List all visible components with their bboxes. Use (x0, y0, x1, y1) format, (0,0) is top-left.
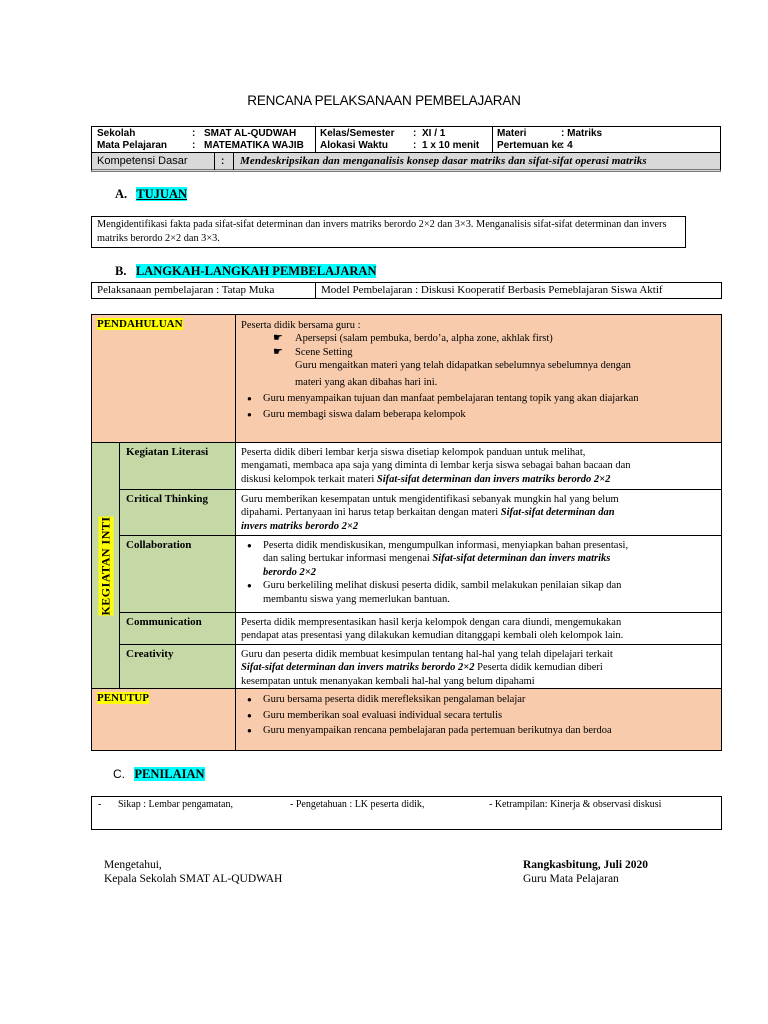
section-c-heading (113, 767, 205, 782)
pertemuan-label: Pertemuan ke (497, 140, 563, 151)
mapel-value: MATEMATIKA WAJIB (204, 140, 304, 151)
communication-label: Communication (126, 616, 202, 628)
signature-right (523, 859, 648, 886)
pendahuluan-label-cell (92, 315, 236, 442)
identity-table (91, 126, 721, 172)
alokasi-value: 1 x 10 menit (422, 140, 480, 151)
bullet-item: ● Guru bersama peserta didik merefleksikan pengalaman belajar (241, 692, 716, 708)
sekolah-value: SMAT AL-QUDWAH (204, 128, 297, 139)
colon: : (192, 140, 196, 151)
pertemuan-value: : 4 (561, 140, 573, 151)
kd-value: Mendeskripsikan dan menganalisis konsep dasar matriks dan sifat-sifat operasi matriks (240, 155, 647, 167)
pendahuluan-item: Apersepsi (salam pembuka, berdo’a, alpha zone, akhlak first) (295, 333, 553, 345)
tujuan-text: Mengidentifikasi fakta pada sifat-sifat determinan dan invers matriks berordo 2×2 dan 3×3. Menganalisis sifat-sifat determinan dan invers matriks berordo 2×2 dan 3×3. (97, 219, 667, 244)
mapel-label: Mata Pelajaran (97, 140, 168, 151)
pointing-hand-icon: ☛ (273, 345, 283, 358)
critical-content: Guru memberikan kesempatan untuk mengidentifikasi sebanyak mungkin hal yang belum dipahami. Pertanyaan ini harus tetap berkaitan dengan materi Sifat-sifat determinan dan invers matriks berordo 2×2 (241, 494, 619, 532)
critical-thinking-row (120, 490, 721, 536)
communication-content: Peserta didik mempresentasikan hasil kerja kelompok dengan cara diundi, mengemukakan pendapat atas presentasi yang dilakukan kemudian ditanggapi kembali oleh kelompok lain. (241, 617, 624, 642)
collaboration-row (120, 536, 721, 613)
signature-left-line2: Kepala Sekolah SMAT AL-QUDWAH (104, 872, 283, 885)
penutup-content (236, 689, 721, 750)
literasi-label: Kegiatan Literasi (126, 446, 209, 458)
materi-value: : Matriks (561, 128, 603, 139)
bullet-item: ● Guru menyampaikan rencana pembelajaran pada pertemuan berikutnya dan berdoa (241, 723, 716, 739)
bullet-item: ● Guru memberikan soal evaluasi individual secara tertulis (241, 708, 716, 724)
section-title: TUJUAN (136, 187, 188, 201)
section-title: LANGKAH-LANGKAH PEMBELAJARAN (135, 264, 377, 278)
section-b-heading (115, 264, 376, 279)
scene-setting-desc: Guru mengaitkan materi yang telah didapatkan sebelumnya sebelumnya dengan (295, 360, 631, 372)
creativity-content: Guru dan peserta didik membuat kesimpulan tentang hal-hal yang telah dipelajari terkait Sifat-sifat determinan dan invers matriks berordo 2×2 Peserta didik kemudian diberi kesempatan untuk menanyakan kembali hal-hal yang belum dipahami (241, 649, 613, 687)
penilaian-box (91, 796, 722, 830)
pendahuluan-row (92, 315, 721, 443)
activity-table (91, 314, 722, 751)
bullet-item: ● Guru menyampaikan tujuan dan manfaat pembelajaran tentang topik yang akan diajarkan (241, 392, 716, 405)
penutup-row (92, 689, 721, 750)
kegiatan-inti-label: KEGIATAN INTI (98, 515, 112, 616)
creativity-label: Creativity (126, 648, 174, 660)
collaboration-content: ● Peserta didik mendiskusikan, mengumpulkan informasi, menyiapkan bahan presentasi, dan saling bertukar informasi mengenai Sifat-sifat determinan dan invers matriks berordo 2×2 ● Guru berkeliling melihat diskusi peserta didik, sambil melakukan penilaian sikap dan membantu siswa yang memerlukan bantuan. (236, 536, 721, 612)
page-title: RENCANA PELAKSANAAN PEMBELAJARAN (247, 93, 521, 108)
pengetahuan-text: - Pengetahuan : LK peserta didik, (290, 799, 425, 810)
collaboration-label: Collaboration (126, 539, 192, 551)
kd-label: Kompetensi Dasar (97, 155, 188, 167)
colon: : (221, 156, 225, 167)
pendahuluan-intro: Peserta didik bersama guru : (241, 320, 361, 331)
critical-label: Critical Thinking (126, 493, 209, 505)
pointing-hand-icon: ☛ (273, 332, 283, 345)
bullet-item: ● Peserta didik mendiskusikan, mengumpulkan informasi, menyiapkan bahan presentasi, (241, 539, 716, 552)
pendahuluan-item: Scene Setting (295, 346, 353, 358)
signature-right-line1: Rangkasbitung, Juli 2020 (523, 859, 648, 871)
colon: : (192, 128, 196, 139)
section-letter: C. (113, 767, 125, 781)
pendahuluan-label: PENDAHULUAN (97, 318, 183, 330)
section-title: PENILAIAN (134, 767, 205, 781)
creativity-row (120, 645, 721, 689)
bullet-item: ● Guru berkeliling melihat diskusi peserta didik, sambil melakukan penilaian sikap dan (241, 579, 716, 592)
literasi-content: Peserta didik diberi lembar kerja siswa disetiap kelompok panduan untuk melihat, mengamati, membaca apa saja yang diminta di lembar kerja siswa sebagai bahan bacaan dan diskusi kelompok terkait materi Sifat-sifat determinan dan invers matriks berordo 2×2 (241, 447, 631, 485)
sekolah-label: Sekolah (97, 128, 136, 139)
alokasi-label: Alokasi Waktu (320, 140, 388, 151)
kelas-label: Kelas/Semester (320, 128, 395, 139)
kegiatan-inti-label-cell (92, 443, 120, 689)
scene-setting-desc: materi yang akan dibahas hari ini. (295, 376, 438, 388)
materi-label: Materi (497, 128, 527, 139)
pendahuluan-content (236, 315, 721, 442)
keterampilan-text: - Ketrampilan: Kinerja & observasi diskusi (489, 799, 662, 810)
pelaksanaan-text: Pelaksanaan pembelajaran : Tatap Muka (97, 284, 275, 296)
colon: : (413, 128, 417, 139)
penutup-label: PENUTUP (97, 692, 149, 704)
signature-left (104, 859, 282, 886)
colon: : (413, 140, 417, 151)
section-a-heading (115, 187, 187, 202)
literasi-row (120, 443, 721, 490)
dash: - (98, 799, 102, 810)
bullet-item: ● Guru membagi siswa dalam beberapa kelompok (241, 408, 716, 421)
section-letter: B. (115, 264, 127, 278)
model-text: Model Pembelajaran : Diskusi Kooperatif Berbasis Pemeblajaran Siswa Aktif (321, 284, 663, 296)
sikap-text: Sikap : Lembar pengamatan, (118, 799, 233, 810)
kelas-value: XI / 1 (422, 128, 446, 139)
communication-row (120, 613, 721, 645)
section-letter: A. (115, 187, 128, 201)
kegiatan-inti-block (92, 443, 721, 689)
signature-right-line2: Guru Mata Pelajaran (523, 872, 619, 885)
penutup-label-cell (92, 689, 236, 750)
tujuan-box (91, 216, 686, 248)
langkah-info-row (91, 282, 722, 299)
signature-left-line1: Mengetahui, (104, 859, 162, 871)
kompetensi-dasar-row (91, 152, 721, 172)
identity-row (91, 126, 721, 153)
